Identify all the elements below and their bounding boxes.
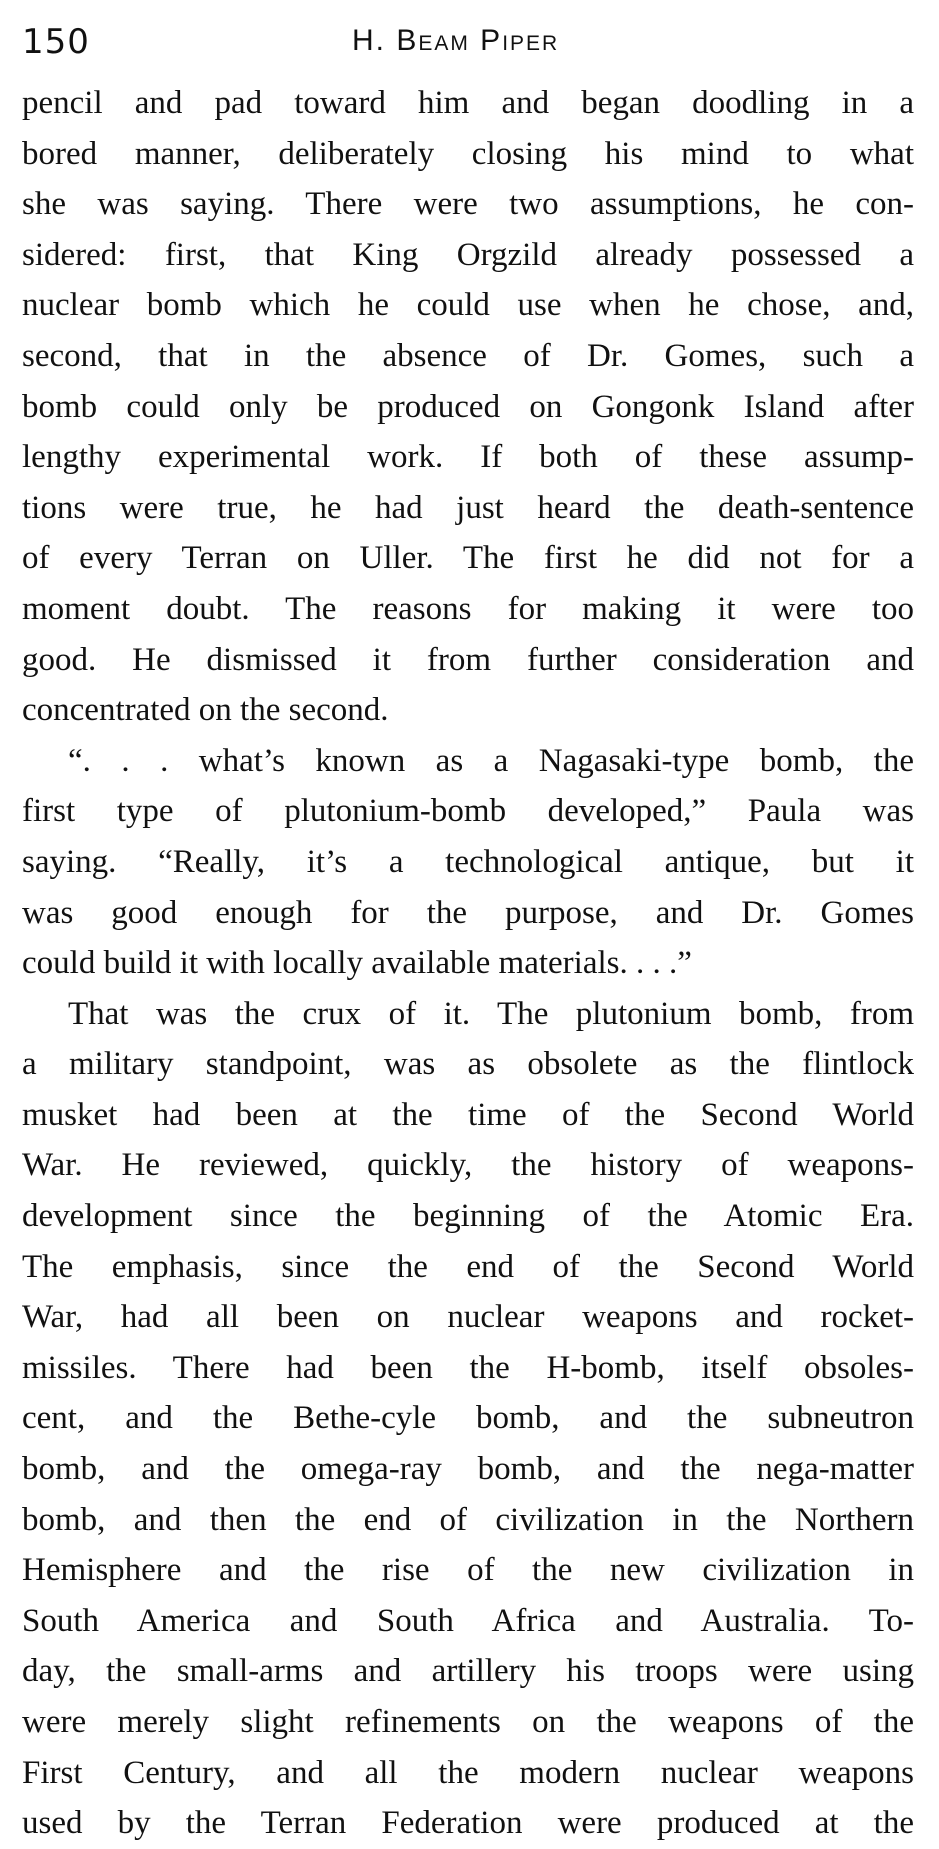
text-line: bomb could only be produced on Gongonk Island after [22,388,914,425]
text-line: First Century, and all the modern nuclear weapons [22,1754,914,1791]
text-line: That was the crux of it. The plutonium bomb, from [68,995,914,1032]
text-line: could build it with locally available materials. . . .” [22,945,692,982]
paragraph [22,736,914,989]
text-line: nuclear bomb which he could use when he chose, and, [22,287,914,324]
text-line: Hemisphere and the rise of the new civilization in [22,1552,914,1589]
text-line: bored manner, deliberately closing his mind to what [22,135,914,172]
text-line: War. He reviewed, quickly, the history of weapons- [22,1147,914,1184]
text-line: she was saying. There were two assumptions, he con- [22,186,914,223]
text-line: pencil and pad toward him and began doodling in a [22,85,914,121]
running-head: H. Beam Piper [352,24,560,57]
text-line: cent, and the Bethe-cyle bomb, and the subneutron [22,1400,914,1437]
text-line: a military standpoint, was as obsolete as the flintlock [22,1046,914,1083]
text-line: concentrated on the second. [22,692,389,729]
text-line: were merely slight refinements on the weapons of the [22,1704,914,1740]
text-line: South America and South Africa and Australia. To- [22,1602,914,1639]
text-line: bomb, and the omega-ray bomb, and the nega-matter [22,1451,914,1488]
text-line: “. . . what’s known as a Nagasaki-type bomb, the [68,742,914,779]
text-line: good. He dismissed it from further consideration and [22,641,914,678]
text-line: development since the beginning of the Atomic Era. [22,1198,914,1235]
text-line: missiles. There had been the H-bomb, itself obsoles- [22,1349,914,1386]
text-line: saying. “Really, it’s a technological antique, but it [22,843,914,880]
text-line: of every Terran on Uller. The first he did not for a [22,540,914,577]
page-header [22,18,917,68]
text-line: was good enough for the purpose, and Dr. Gomes [22,894,914,931]
paragraph [22,989,914,1849]
text-line: used by the Terran Federation were produced at the [22,1805,914,1842]
text-line: bomb, and then the end of civilization in the Northern [22,1501,914,1538]
text-line: The emphasis, since the end of the Second World [22,1248,914,1285]
text-line: War, had all been on nuclear weapons and rocket- [22,1299,914,1336]
text-line: moment doubt. The reasons for making it were too [22,590,914,627]
text-line: first type of plutonium-bomb developed,” Paula was [22,793,914,830]
page-number: 150 [22,22,90,62]
text-line: musket had been at the time of the Second World [22,1096,914,1133]
text-line: tions were true, he had just heard the death-sentence [22,489,914,526]
text-line: sidered: first, that King Orgzild already possessed a [22,236,914,273]
paragraph [22,78,914,736]
text-line: day, the small-arms and artillery his troops were using [22,1653,914,1690]
text-line: lengthy experimental work. If both of these assump- [22,439,914,476]
text-line: second, that in the absence of Dr. Gomes, such a [22,337,914,374]
body-text [22,78,914,1849]
